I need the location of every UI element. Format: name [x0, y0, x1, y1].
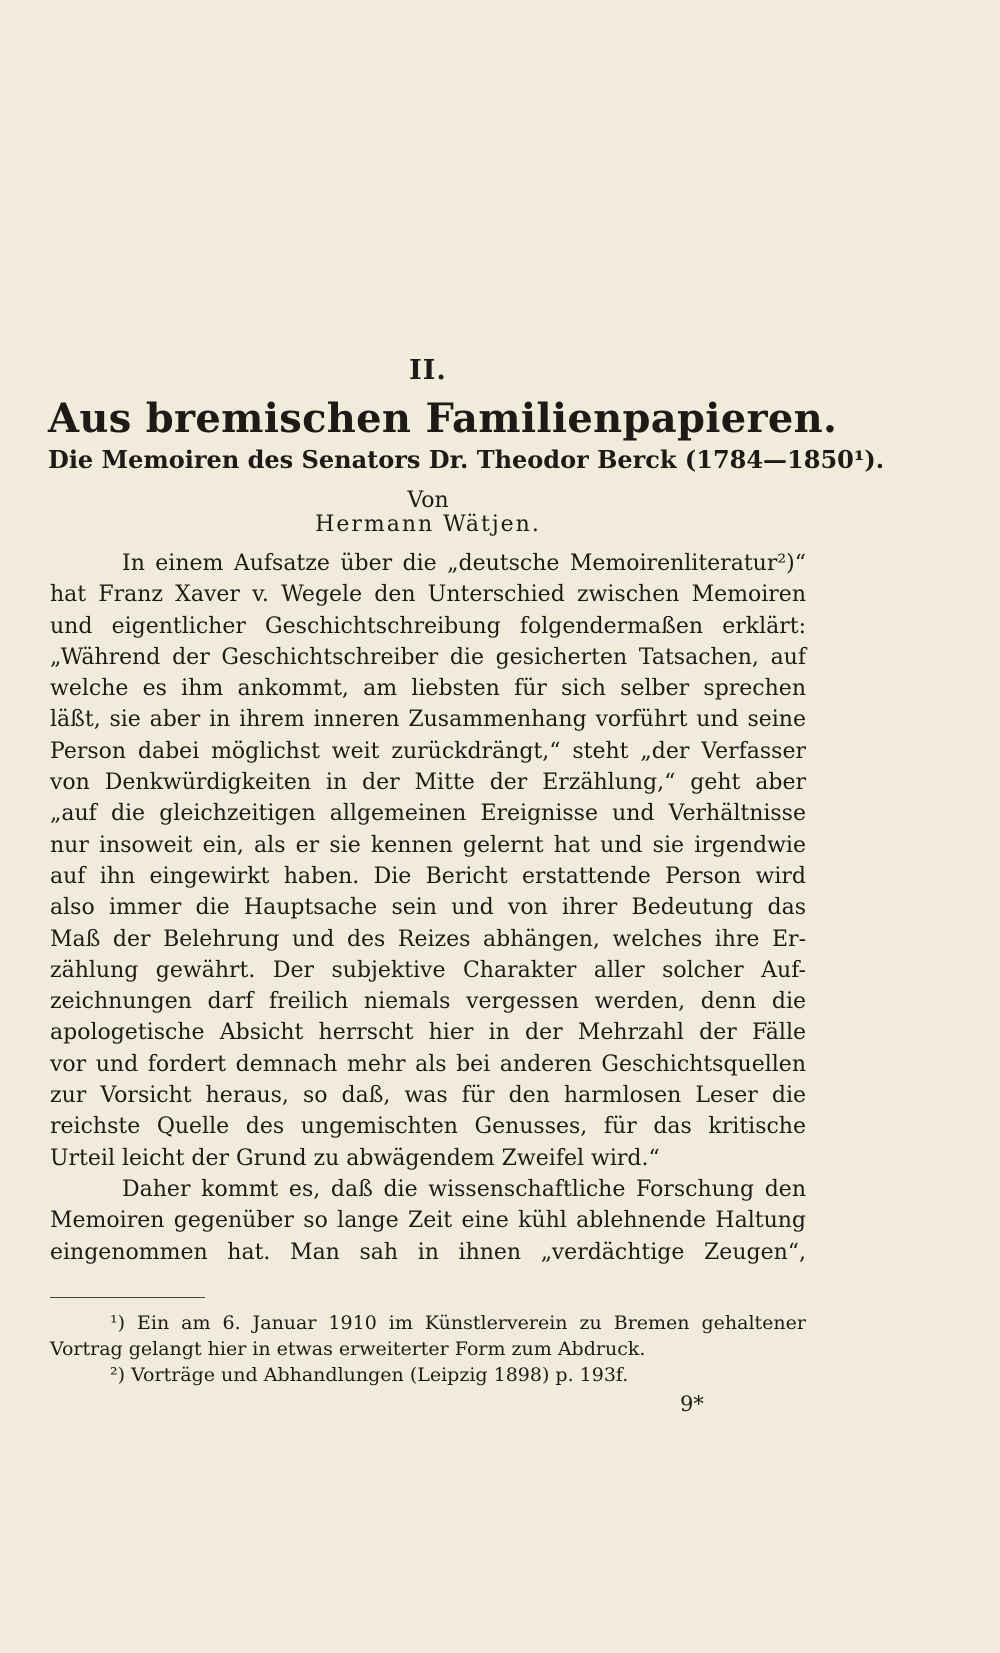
text-line: von Denkwürdigkeiten in der Mitte der Erzählung,“ geht aber — [50, 770, 806, 796]
text-line: welche es ihm ankommt, am liebsten für sich selber sprechen — [50, 676, 806, 702]
text-line: reichste Quelle des ungemischten Genusses, für das kritische — [50, 1114, 806, 1140]
text-line: Daher kommt es, daß die wissenschaftliche Forschung den — [122, 1176, 806, 1202]
text-line: Memoiren gegenüber so lange Zeit eine kühl ablehnende Haltung — [50, 1208, 806, 1234]
article-title: Aus bremischen Familienpapieren. — [48, 395, 838, 442]
text-line: In einem Aufsatze über die „deutsche Memoirenliteratur²)“ — [122, 551, 806, 576]
text-line: Urteil leicht der Grund zu abwägendem Zweifel wird.“ — [50, 1145, 660, 1171]
text-line: also immer die Hauptsache sein und von ihrer Bedeutung das — [50, 895, 806, 921]
text-line: zählung gewährt. Der subjektive Charakter aller solcher Auf- — [50, 957, 806, 983]
text-line: apologetische Absicht herrscht hier in der Mehrzahl der Fälle — [50, 1020, 806, 1046]
text-line: hat Franz Xaver v. Wegele den Unterschied zwischen Memoiren — [50, 582, 806, 608]
article-subtitle: Die Memoiren des Senators Dr. Theodor Berck (1784—1850¹). — [48, 445, 885, 474]
footnote-line: ²) Vorträge und Abhandlungen (Leipzig 1898) p. 193f. — [110, 1364, 629, 1386]
chapter-number: II. — [409, 355, 447, 386]
text-line: „auf die gleichzeitigen allgemeinen Ereignisse und Verhältnisse — [50, 801, 806, 827]
text-line: zeichnungen darf freilich niemals vergessen werden, denn die — [50, 989, 806, 1015]
page-number: 9* — [680, 1392, 704, 1416]
footnote-divider — [50, 1297, 205, 1298]
text-line: und eigentlicher Geschichtschreibung folgendermaßen erklärt: — [50, 613, 806, 639]
text-line: Person dabei möglichst weit zurückdrängt,“ steht „der Verfasser — [50, 738, 806, 764]
text-line: eingenommen hat. Man sah in ihnen „verdächtige Zeugen“, — [50, 1239, 806, 1265]
author-name: Hermann Wätjen. — [315, 512, 541, 537]
byline-von: Von — [407, 488, 449, 513]
text-line: zur Vorsicht heraus, so daß, was für den harmlosen Leser die — [50, 1083, 806, 1109]
text-line: Maß der Belehrung und des Reizes abhängen, welches ihre Er- — [50, 926, 806, 952]
text-line: läßt, sie aber in ihrem inneren Zusammenhang vorführt und seine — [50, 707, 806, 733]
text-line: auf ihn eingewirkt haben. Die Bericht erstattende Person wird — [50, 863, 806, 889]
text-line: „Während der Geschichtschreiber die gesicherten Tatsachen, auf — [50, 644, 806, 670]
text-line: vor und fordert demnach mehr als bei anderen Geschichtsquellen — [50, 1051, 806, 1077]
body-text — [50, 548, 806, 1268]
footnotes — [50, 1310, 806, 1388]
footnote-line: Vortrag gelangt hier in etwas erweiterter Form zum Abdruck. — [50, 1338, 646, 1360]
footnote-line: ¹) Ein am 6. Januar 1910 im Künstlerverein zu Bremen gehaltener — [110, 1312, 806, 1334]
text-line: nur insoweit ein, als er sie kennen gelernt hat und sie irgendwie — [50, 832, 806, 858]
